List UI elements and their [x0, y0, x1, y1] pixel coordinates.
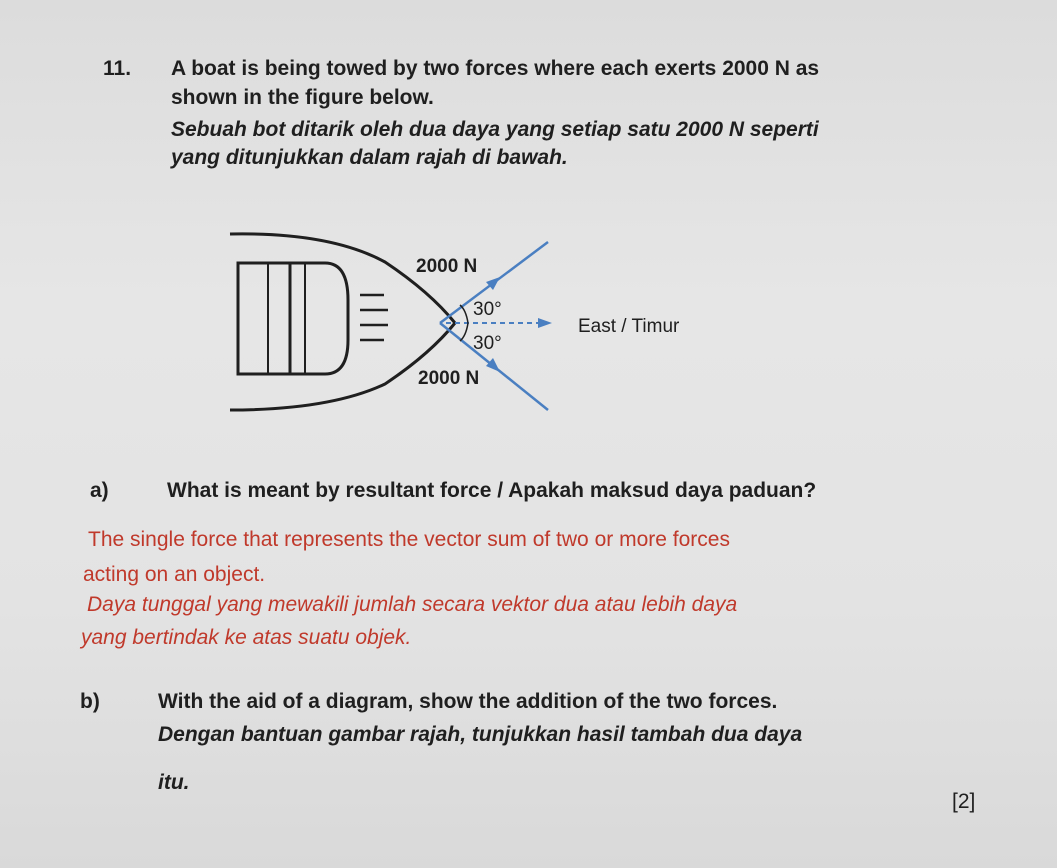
part-a-answer-ms-line1: Daya tunggal yang mewakili jumlah secara vektor dua atau lebih daya [87, 593, 738, 616]
question-number: 11. [103, 57, 132, 80]
part-a-answer-en-line2: acting on an object. [83, 563, 266, 586]
part-b-marks: [2] [952, 790, 976, 813]
question-stem-en-line2: shown in the figure below. [171, 86, 434, 109]
boat-cabin [238, 263, 388, 374]
part-a-label: a) [90, 479, 109, 502]
part-b-question-en: With the aid of a diagram, show the addition of the two forces. [158, 690, 778, 713]
part-a-answer-ms-line2: yang bertindak ke atas suatu objek. [81, 626, 412, 649]
force-label-top: 2000 N [416, 256, 478, 277]
part-b-label: b) [80, 690, 100, 713]
question-stem-ms-line1: Sebuah bot ditarik oleh dua daya yang setiap satu 2000 N seperti [171, 118, 819, 141]
part-b-question-ms-line2: itu. [158, 771, 190, 794]
arrowhead-bottom [486, 358, 500, 372]
east-arrowhead [538, 318, 552, 328]
question-stem-ms-line2: yang ditunjukkan dalam rajah di bawah. [171, 146, 568, 169]
direction-label: East / Timur [578, 316, 680, 337]
question-stem-en-line1: A boat is being towed by two forces where each exerts 2000 N as [171, 57, 820, 80]
force-label-bottom: 2000 N [418, 368, 480, 389]
part-b-question-ms-line1: Dengan bantuan gambar rajah, tunjukkan hasil tambah dua daya [158, 723, 803, 746]
angle-arc-bottom [460, 323, 468, 341]
part-a-answer-en-line1: The single force that represents the vector sum of two or more forces [88, 528, 730, 551]
part-a-question: What is meant by resultant force / Apakah maksud daya paduan? [167, 479, 817, 502]
angle-label-bottom: 30° [473, 333, 502, 354]
angle-label-top: 30° [473, 299, 502, 320]
